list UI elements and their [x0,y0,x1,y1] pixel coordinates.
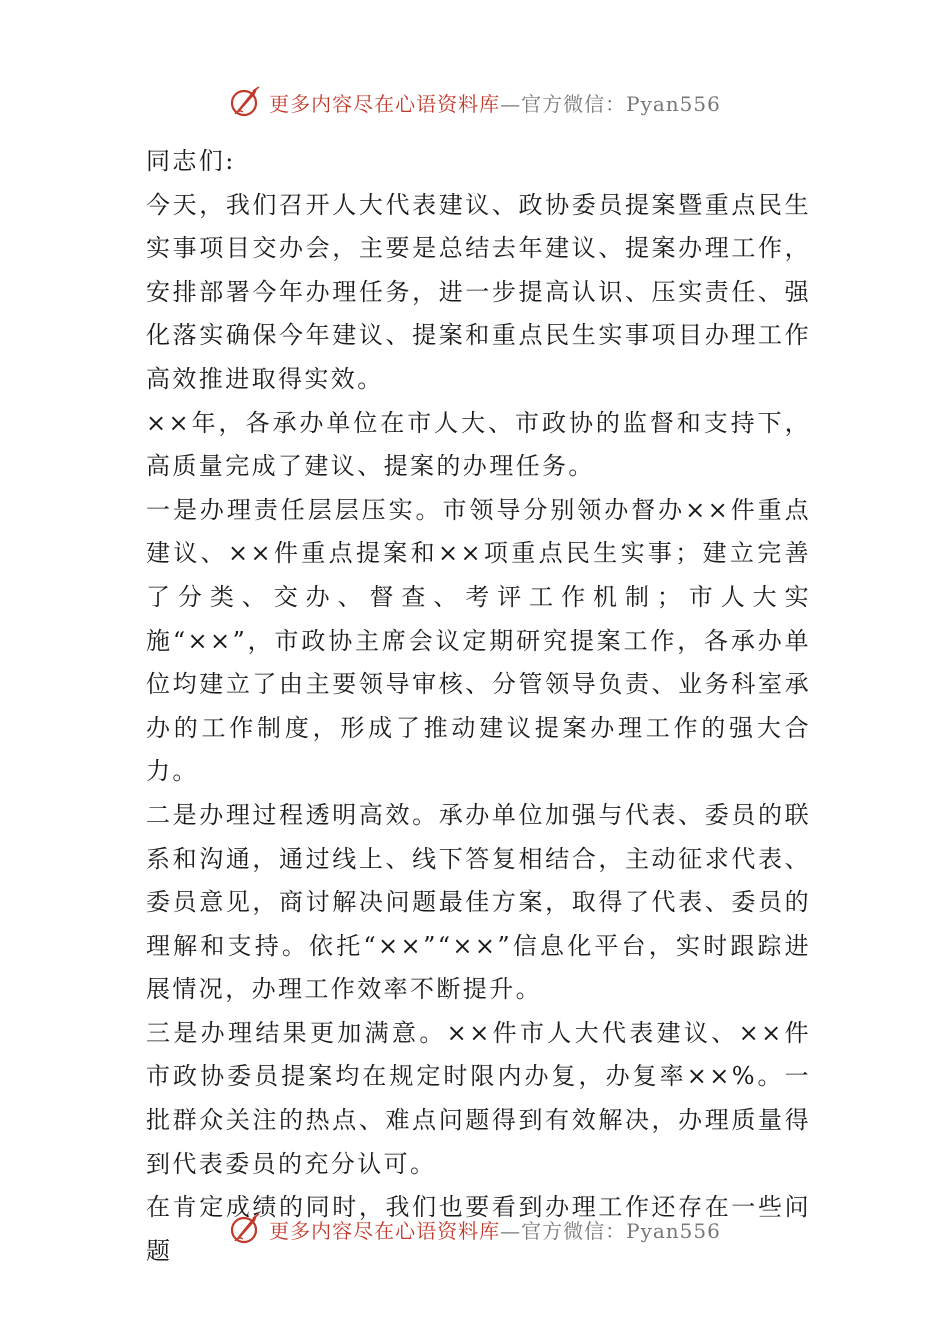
quill-pen-logo-icon [229,85,263,119]
watermark-wechat-id: Pyan556 [626,91,721,116]
watermark-official-text: 官方微信： [521,1218,627,1243]
paragraph-intro: 今天，我们召开人大代表建议、政协委员提案暨重点民生实事项目交办会，主要是总结去年建议、提案办理工作，安排部署今年办理任务，进一步提高认识、压实责任、强化落实确保今年建议、提案和重点民生实事项目办理工作高效推进取得实效。 [146,190,811,393]
watermark-site-text: 更多内容尽在心语资料库 [269,91,501,116]
salutation: 同志们: [146,147,236,175]
quill-pen-logo-icon [229,1212,263,1246]
paragraph-point-three: 三是办理结果更加满意。××件市人大代表建议、××件市政协委员提案均在规定时限内办复，办复率××%。一批群众关注的热点、难点问题得到有效解决，办理质量得到代表委员的充分认可。 [146,1018,811,1178]
watermark-text [269,1215,721,1244]
watermark-separator: — [500,91,522,116]
watermark-separator: — [500,1218,522,1243]
paragraph-problems: 在肯定成绩的同时，我们也要看到办理工作还存在一些问题 [146,1193,811,1265]
footer-watermark [0,1209,950,1249]
header-watermark [0,82,950,122]
paragraph-summary: ××年，各承办单位在市人大、市政协的监督和支持下，高质量完成了建议、提案的办理任务。 [146,408,811,481]
watermark-official-text: 官方微信： [521,91,627,116]
paragraph-point-two: 二是办理过程透明高效。承办单位加强与代表、委员的联系和沟通，通过线上、线下答复相结合，主动征求代表、委员意见，商讨解决问题最佳方案，取得了代表、委员的理解和支持。依托“××”“××”信息化平台，实时跟踪进展情况，办理工作效率不断提升。 [146,800,811,1004]
paragraph-point-one: 一是办理责任层层压实。市领导分别领办督办××件重点建议、××件重点提案和××项重点民生实事；建立完善了分类、交办、督查、考评工作机制；市人大实施“××”，市政协主席会议定期研究提案工作，各承办单位均建立了由主要领导审核、分管领导负责、业务科室承办的工作制度，形成了推动建议提案办理工作的强大合力。 [146,495,811,786]
watermark-site-text: 更多内容尽在心语资料库 [269,1218,501,1243]
watermark-wechat-id: Pyan556 [626,1218,721,1243]
document-body [146,140,811,1273]
watermark-text [269,88,721,117]
